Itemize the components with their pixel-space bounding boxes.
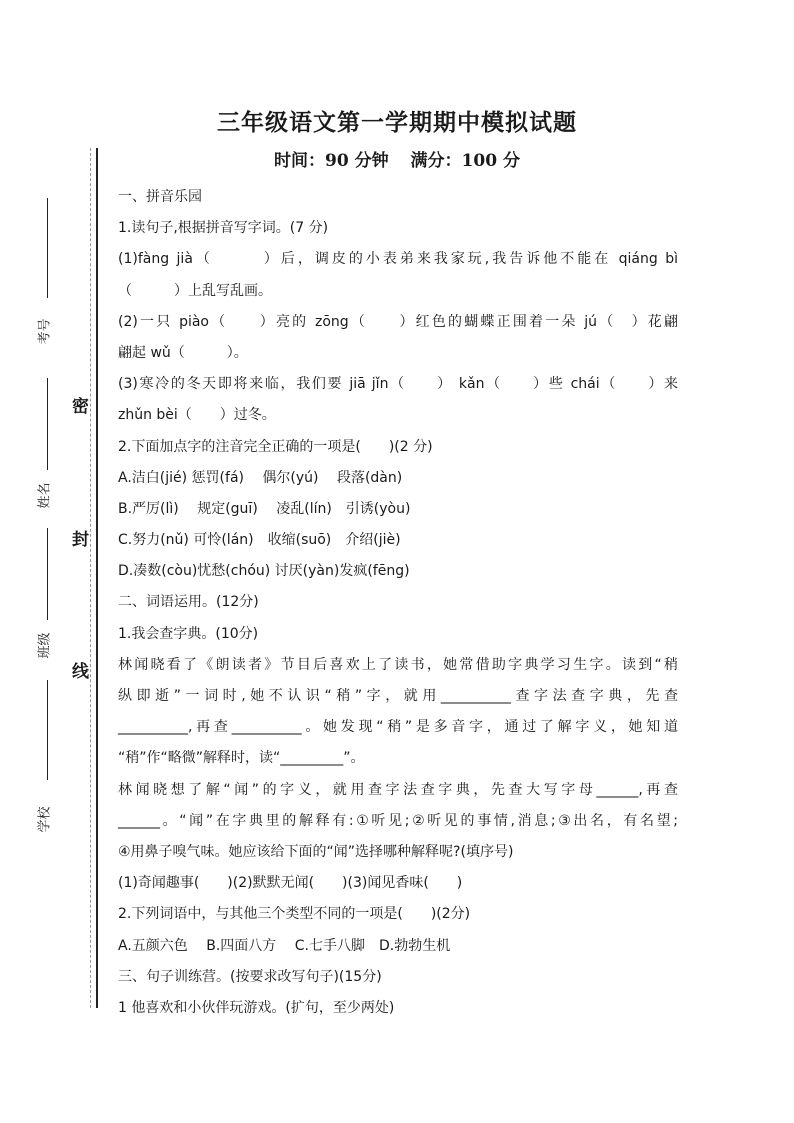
question-text: __________,再查__________。她发现“稍”是多音字，通过了解字义，她知道 xyxy=(118,719,678,736)
exam-number-blank[interactable] xyxy=(47,198,48,298)
binding-dashed-line xyxy=(90,148,91,1008)
question-text: (1)fàng jià（ ）后，调皮的小表弟来我家玩,我告诉他不能在 qiáng bì xyxy=(118,251,678,268)
question-text: 1.我会查字典。(10分) xyxy=(118,625,259,642)
answer-option: B.严厉(lì) 规定(guī) 凌乱(lín) 引诱(yòu) xyxy=(118,500,411,517)
exam-info xyxy=(0,146,794,171)
question-text: 1 他喜欢和小伙伴玩游戏。(扩句，至少两处) xyxy=(118,999,395,1016)
answer-option: A.洁白(jié) 惩罚(fá) 偶尔(yú) 段落(dàn) xyxy=(118,469,403,486)
seal-char-xian: 线 xyxy=(72,662,89,682)
question-text: “稍”作“略微”解释时，读“_________”。 xyxy=(118,750,365,767)
question-text: （ ）上乱写乱画。 xyxy=(118,282,272,299)
question-text: 纵即逝”一词时,她不认识“稍”字，就用__________查字法查字典，先查 xyxy=(118,688,678,704)
answer-option: C.努力(nǔ) 可怜(lán) 收缩(suō) 介绍(jiè) xyxy=(118,532,401,549)
question-text: (1)奇闻趣事( )(2)默默无闻( )(3)闻见香味( ) xyxy=(118,875,463,892)
question-text: zhǔn bèi（ ）过冬。 xyxy=(118,407,276,424)
answer-option: A.五颜六色 B.四面八方 C.七手八脚 D.勃勃生机 xyxy=(118,937,451,954)
binding-line xyxy=(96,148,98,1008)
exam-time: 时间：90 分钟 xyxy=(274,151,389,171)
exam-score: 满分：100 分 xyxy=(410,151,520,171)
page-title: 三年级语文第一学期期中模拟试题 xyxy=(217,109,577,136)
seal-char-feng: 封 xyxy=(72,530,89,550)
question-text: ④用鼻子嗅气味。她应该给下面的“闻”选择哪种解释呢?(填序号) xyxy=(118,843,514,860)
answer-option: D.凑数(còu)忧愁(chóu) 讨厌(yàn)发疯(fēng) xyxy=(118,563,410,580)
section-heading: 二、词语运用。(12分) xyxy=(118,594,259,611)
question-text: 2.下列词语中，与其他三个类型不同的一项是( )(2分) xyxy=(118,906,471,923)
name-label: 姓名 xyxy=(37,482,53,509)
seal-char-mi: 密 xyxy=(72,397,89,417)
school-label: 学校 xyxy=(37,806,53,833)
question-text: (3)寒冷的冬天即将来临，我们要 jiā jǐn（ ） kǎn（ ）些 chái（ ）来 xyxy=(118,376,678,393)
question-text: 2.下面加点字的注音完全正确的一项是( )(2 分) xyxy=(118,438,433,455)
class-blank[interactable] xyxy=(47,528,48,620)
question-text: 1.读句子,根据拼音写字词。(7 分) xyxy=(118,220,329,237)
school-blank[interactable] xyxy=(47,680,48,780)
name-blank[interactable] xyxy=(47,378,48,470)
class-label: 班级 xyxy=(37,632,53,659)
section-heading: 一、拼音乐园 xyxy=(118,189,202,205)
question-text: 林闻晓看了《朗读者》节目后喜欢上了读书，她常借助字典学习生字。读到“稍 xyxy=(118,656,678,673)
question-text: 翩起 wǔ（ ）。 xyxy=(118,344,248,361)
question-text: 林闻晓想了解“闻”的字义，就用查字法查字典，先查大写字母______,再查 xyxy=(118,781,678,798)
exam-body xyxy=(118,182,678,1024)
question-text: ______。“闻”在字典里的解释有:①听见;②听见的事情,消息;③出名，有名望; xyxy=(118,812,678,829)
section-heading: 三、句子训练营。(按要求改写句子)(15分) xyxy=(118,968,382,985)
question-text: (2)一只 piào（ ）亮的 zōng（ ）红色的蝴蝶正围着一朵 jú（ ）花翩 xyxy=(118,313,678,330)
exam-number-label: 考号 xyxy=(37,318,53,345)
